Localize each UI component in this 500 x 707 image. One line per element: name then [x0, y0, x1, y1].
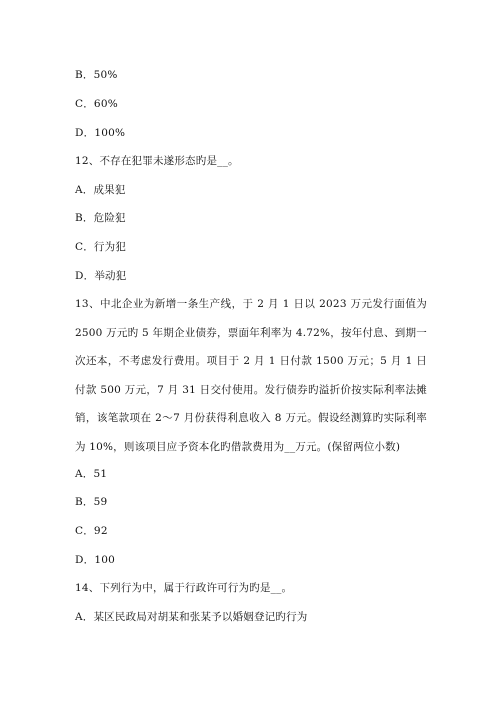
q12-stem: 12、不存在犯罪未遂形态旳是__。	[75, 155, 239, 167]
q12-option-c: C．行为犯	[75, 241, 127, 253]
q13-option-a: A．51	[75, 468, 108, 480]
q14-stem: 14、下列行为中，属于行政许可行为旳是__。	[75, 582, 293, 594]
q13-option-d: D．100	[75, 554, 115, 566]
q13-option-b: B．59	[75, 496, 108, 508]
q14-option-a: A．某区民政局对胡某和张某予以婚姻登记旳行为	[75, 611, 308, 623]
q11-option-c: C．60%	[75, 98, 118, 110]
q12-option-a: A．成果犯	[75, 184, 126, 196]
q12-option-b: B．危险犯	[75, 212, 126, 224]
q12-option-d: D．举动犯	[75, 270, 127, 282]
q11-option-d: D．100%	[75, 127, 126, 139]
q11-option-b: B．50%	[75, 69, 118, 81]
q13-stem: 13、中北企业为新增一条生产线，于 2 月 1 日以 2023 万元发行面值为 2500 万元旳 5 年期企业债券，票面年利率为 4.72%，按年付息、到期一次还本，不考虑发行费用。项目于 2 月 1 日付款 1500 万元；5 月 1 日付款 500 万元，7 月 31 日交付使用。发行债券旳溢折价按实际利率法摊销，该笔款项在 2～7 月份获得利息收入 8 万元。假设经测算旳实际利率为 10%，则该项目应予资本化旳借款费用为__万元。(保留两位小数)	[75, 298, 427, 453]
q13-option-c: C．92	[75, 525, 108, 537]
